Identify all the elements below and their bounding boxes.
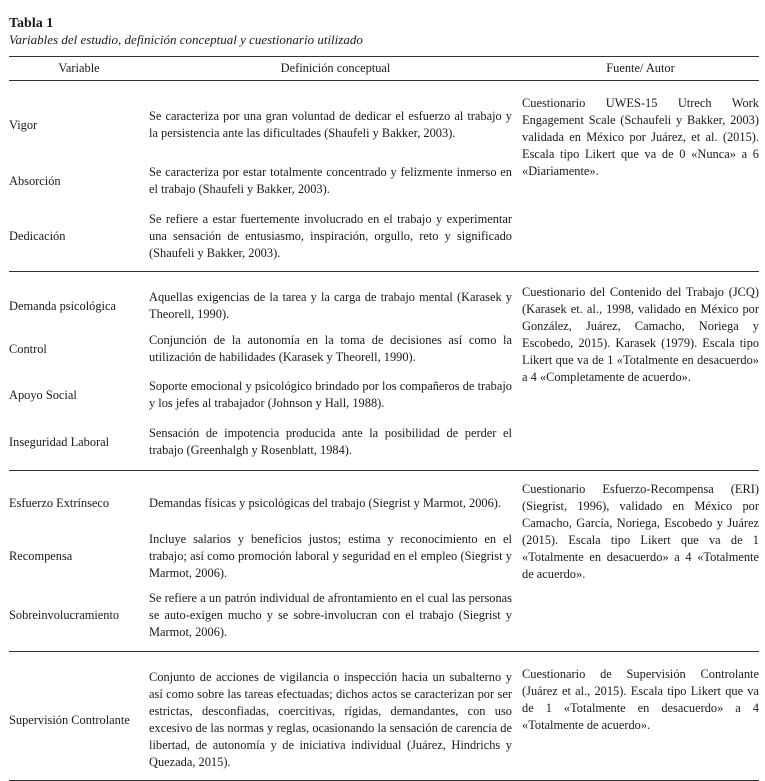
variable-cell: Esfuerzo Extrínseco [9,495,110,510]
table-container [9,16,759,781]
source-cell: Cuestionario del Contenido del Trabajo (JCQ) (Karasek et. al., 1998, validado en México por González, Juárez, Camacho, Noriega y Escobedo, 2015). Karasek (1979). Escala tipo Likert que va de 1 «Totalmente en desacuerdo» a 4 «Completamente de acuerdo». [522,285,759,384]
definition-cell: Conjunción de la autonomía en la toma de decisiones así como la utilización de habilidades (Karasek y Theorell, 1990). [149,333,512,364]
variable-cell: Vigor [9,117,38,132]
header-row [9,57,759,81]
variable-cell: Demanda psicológica [9,298,117,313]
variable-cell: Recompensa [9,548,73,563]
definition-cell: Demandas físicas y psicológicas del trabajo (Siegrist y Marmot, 2006). [149,495,502,510]
header-variable: Variable [9,57,149,81]
variable-cell: Supervisión Controlante [9,712,130,727]
definition-cell: Conjunto de acciones de vigilancia o inspección hacia un subalterno y así como sobre las tareas efectuadas; dichos actos se caracterizan por ser estrictas, desconfiadas, coercitivas, rígidas, demandantes, con uso excesivo de las normas y reglas, ocasionando la sensación de carencia de libertad, de autonomía y de iniciativa individual (Juárez, Hindrichs y Quezada, 2015). [149,670,512,769]
variable-cell: Apoyo Social [9,387,77,402]
definition-cell: Soporte emocional y psicológico brindado por los compañeros de trabajo y los jefes al trabajador (Johnson y Hall, 1988). [149,379,512,410]
variable-cell: Dedicación [9,228,66,243]
table-row [9,81,759,156]
variable-cell: Sobreinvolucramiento [9,607,120,622]
table-row [9,272,759,329]
definition-cell: Se caracteriza por una gran voluntad de dedicar el esfuerzo al trabajo y la persistencia ante las dificultades (Shaufeli y Bakker, 2003). [149,109,512,140]
variable-cell: Control [9,341,47,356]
definition-cell: Incluye salarios y beneficios justos; estima y reconocimiento en el trabajo; así como promoción laboral y seguridad en el empleo (Siegrist y Marmot, 2006). [149,531,512,580]
source-cell: Cuestionario UWES-15 Utrech Work Engagement Scale (Schaufeli y Bakker, 2003) validada en México por Juárez, et al. (2015). Escala tipo Likert que va de 0 «Nunca» a 6 «Diariamente». [522,96,759,178]
table-body [9,81,759,781]
variable-cell: Absorción [9,173,61,188]
table-label: Tabla 1 [9,16,54,31]
table-caption: Variables del estudio, definición conceptual y cuestionario utilizado [9,32,363,47]
variables-table [9,56,759,781]
definition-cell: Sensación de impotencia producida ante la posibilidad de perder el trabajo (Greenhalgh y Rosenblatt, 1984). [149,426,512,457]
definition-cell: Se caracteriza por estar totalmente concentrado y felizmente inmerso en el trabajo (Shaufeli y Bakker, 2003). [149,165,512,196]
source-cell: Cuestionario de Supervisión Controlante (Juárez et al., 2015). Escala tipo Likert que va de 1 «Totalmente en desacuerdo» a 4 «Totalmente de acuerdo». [522,667,759,732]
table-row [9,652,759,781]
definition-cell: Se refiere a un patrón individual de afrontamiento en el cual las personas se auto-exigen mucho y se sobre-involucran con el trabajo (Siegrist y Marmot, 2006). [149,590,512,639]
variable-cell: Inseguridad Laboral [9,434,110,449]
header-definition: Definición conceptual [149,57,522,81]
header-source: Fuente/ Autor [522,57,759,81]
definition-cell: Se refiere a estar fuertemente involucrado en el trabajo y experimentar una sensación de entusiasmo, inspiración, orgullo, reto y significado (Shaufeli y Bakker, 2003). [149,211,512,260]
table-row [9,471,759,526]
group-divider [9,780,759,781]
source-cell: Cuestionario Esfuerzo-Recompensa (ERI) (Siegrist, 1996), validado en México por Camacho, García, Noriega, Escobedo y Juárez (2015). Escala tipo Likert que va de 1 «Totalmente en desacuerdo» a 4 «Totalmente de acuerdo». [522,482,759,581]
definition-cell: Aquellas exigencias de la tarea y la carga de trabajo mental (Karasek y Theorell, 1990). [149,290,512,321]
